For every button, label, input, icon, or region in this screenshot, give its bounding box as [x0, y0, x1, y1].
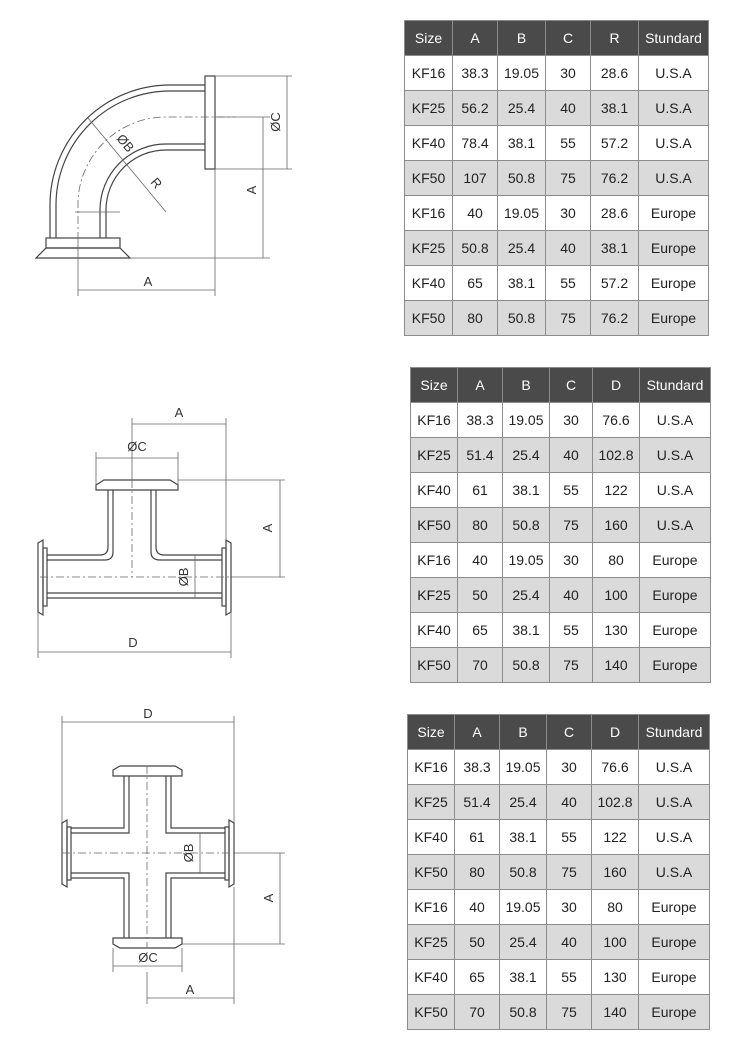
- header-size: Size: [408, 715, 455, 750]
- cell-d: 80: [592, 890, 639, 925]
- cell-a: 80: [458, 508, 503, 543]
- cell-a: 70: [455, 995, 500, 1030]
- cell-r: 38.1: [591, 231, 639, 266]
- cell-c: 30: [546, 56, 591, 91]
- header-d: D: [593, 368, 640, 403]
- cell-a: 107: [453, 161, 498, 196]
- cross-spec-table: [407, 714, 710, 1030]
- cell-r: 38.1: [591, 91, 639, 126]
- cross-top-flange: [113, 766, 182, 776]
- cell-a: 70: [458, 648, 503, 683]
- header-standard: Stundard: [639, 715, 710, 750]
- cross-left-wall: [71, 776, 124, 938]
- elbow-bottom-flange: [36, 248, 130, 258]
- cell-a: 38.3: [453, 56, 498, 91]
- cell-a: 80: [453, 301, 498, 336]
- cell-size: KF25: [408, 785, 455, 820]
- cell-a: 56.2: [453, 91, 498, 126]
- cell-c: 30: [547, 750, 592, 785]
- cell-standard: Europe: [639, 995, 710, 1030]
- cell-b: 25.4: [500, 925, 547, 960]
- cell-standard: U.S.A: [640, 508, 711, 543]
- table-row: [405, 301, 709, 336]
- cell-size: KF25: [408, 925, 455, 960]
- cell-c: 40: [546, 231, 591, 266]
- cell-a: 51.4: [458, 438, 503, 473]
- cell-standard: Europe: [639, 231, 709, 266]
- cross-right-wall: [171, 776, 225, 938]
- header-b: B: [503, 368, 550, 403]
- cell-r: 28.6: [591, 56, 639, 91]
- table-row: [411, 508, 711, 543]
- header-a: A: [458, 368, 503, 403]
- table-row: [408, 995, 710, 1030]
- tee-a-top-label: A: [174, 405, 184, 420]
- cell-d: 76.6: [593, 403, 640, 438]
- cell-standard: U.S.A: [639, 785, 710, 820]
- cell-a: 51.4: [455, 785, 500, 820]
- tee-left-wall: [47, 490, 108, 555]
- cell-d: 102.8: [592, 785, 639, 820]
- table-row: [408, 750, 710, 785]
- cell-b: 19.05: [503, 403, 550, 438]
- table-row: [408, 925, 710, 960]
- header-b: B: [498, 21, 546, 56]
- cell-a: 50: [458, 578, 503, 613]
- cell-standard: U.S.A: [639, 820, 710, 855]
- cell-c: 75: [546, 301, 591, 336]
- header-standard: Stundard: [639, 21, 709, 56]
- cell-size: KF25: [411, 438, 458, 473]
- elbow-b-label: ØB: [113, 131, 138, 156]
- cell-b: 38.1: [498, 126, 546, 161]
- header-c: C: [546, 21, 591, 56]
- cell-size: KF25: [405, 231, 453, 266]
- cell-size: KF50: [405, 161, 453, 196]
- cell-a: 40: [455, 890, 500, 925]
- elbow-c-label: ØC: [268, 112, 283, 132]
- cell-d: 160: [593, 508, 640, 543]
- table-row: [405, 56, 709, 91]
- cell-standard: Europe: [639, 301, 709, 336]
- cell-a: 40: [458, 543, 503, 578]
- cell-b: 50.8: [500, 995, 547, 1030]
- cell-c: 40: [547, 925, 592, 960]
- cell-b: 50.8: [500, 855, 547, 890]
- table-row: [411, 438, 711, 473]
- cell-c: 30: [550, 403, 593, 438]
- cell-a: 80: [455, 855, 500, 890]
- cell-c: 75: [547, 995, 592, 1030]
- cross-d-label: D: [143, 706, 153, 721]
- cell-size: KF16: [411, 543, 458, 578]
- elbow-diagram: [20, 60, 310, 310]
- cell-standard: U.S.A: [640, 438, 711, 473]
- table-header-row: [411, 368, 711, 403]
- cell-size: KF40: [408, 820, 455, 855]
- header-size: Size: [405, 21, 453, 56]
- cell-d: 102.8: [593, 438, 640, 473]
- cell-b: 50.8: [498, 161, 546, 196]
- cell-d: 80: [593, 543, 640, 578]
- tee-c-label: ØC: [127, 439, 147, 454]
- cell-c: 30: [550, 543, 593, 578]
- cross-right-flange: [229, 820, 234, 887]
- tee-d-label: D: [128, 635, 138, 650]
- header-d: D: [592, 715, 639, 750]
- cell-size: KF40: [411, 473, 458, 508]
- cell-c: 55: [546, 266, 591, 301]
- cell-b: 38.1: [498, 266, 546, 301]
- header-c: C: [547, 715, 592, 750]
- table-row: [408, 785, 710, 820]
- cell-standard: U.S.A: [640, 403, 711, 438]
- table-row: [405, 126, 709, 161]
- cross-bottom-flange: [113, 938, 182, 948]
- tee-diagram: [20, 395, 300, 665]
- cell-b: 50.8: [503, 508, 550, 543]
- cell-size: KF40: [405, 266, 453, 301]
- cell-b: 25.4: [498, 91, 546, 126]
- elbow-spec-table: [404, 20, 709, 336]
- cell-a: 40: [453, 196, 498, 231]
- cell-standard: U.S.A: [639, 56, 709, 91]
- elbow-drawing: [20, 60, 310, 310]
- cell-c: 55: [550, 473, 593, 508]
- cell-d: 122: [593, 473, 640, 508]
- cell-c: 40: [550, 578, 593, 613]
- cell-b: 25.4: [503, 578, 550, 613]
- cell-d: 140: [593, 648, 640, 683]
- cell-standard: U.S.A: [639, 126, 709, 161]
- cell-standard: Europe: [640, 578, 711, 613]
- cell-b: 19.05: [500, 750, 547, 785]
- cross-diagram: [20, 700, 300, 1010]
- cell-a: 65: [455, 960, 500, 995]
- cell-size: KF16: [405, 196, 453, 231]
- table-row: [405, 231, 709, 266]
- cell-size: KF16: [411, 403, 458, 438]
- cell-r: 76.2: [591, 301, 639, 336]
- cell-d: 76.6: [592, 750, 639, 785]
- elbow-r-label: R: [147, 174, 166, 192]
- cell-b: 25.4: [498, 231, 546, 266]
- cell-d: 122: [592, 820, 639, 855]
- cell-size: KF16: [405, 56, 453, 91]
- cell-a: 78.4: [453, 126, 498, 161]
- table-row: [411, 578, 711, 613]
- cell-d: 130: [592, 960, 639, 995]
- cell-size: KF50: [411, 648, 458, 683]
- cell-size: KF16: [408, 750, 455, 785]
- cell-c: 55: [550, 613, 593, 648]
- cell-standard: Europe: [639, 196, 709, 231]
- cell-c: 55: [546, 126, 591, 161]
- header-size: Size: [411, 368, 458, 403]
- table-header-row: [408, 715, 710, 750]
- cell-a: 38.3: [458, 403, 503, 438]
- cell-b: 38.1: [500, 820, 547, 855]
- tee-a-side-label: A: [260, 523, 275, 533]
- cell-size: KF50: [405, 301, 453, 336]
- cell-b: 19.05: [500, 890, 547, 925]
- header-c: C: [550, 368, 593, 403]
- cell-size: KF40: [408, 960, 455, 995]
- cell-standard: Europe: [640, 648, 711, 683]
- cell-d: 100: [593, 578, 640, 613]
- header-standard: Stundard: [640, 368, 711, 403]
- cell-b: 50.8: [503, 648, 550, 683]
- cell-r: 57.2: [591, 266, 639, 301]
- cell-standard: Europe: [639, 960, 710, 995]
- header-b: B: [500, 715, 547, 750]
- cell-d: 140: [592, 995, 639, 1030]
- cell-b: 38.1: [503, 473, 550, 508]
- cell-c: 30: [546, 196, 591, 231]
- cell-c: 40: [546, 91, 591, 126]
- table-row: [408, 960, 710, 995]
- cell-a: 50: [455, 925, 500, 960]
- cell-c: 75: [550, 508, 593, 543]
- cell-b: 19.05: [498, 56, 546, 91]
- cell-standard: U.S.A: [639, 161, 709, 196]
- cell-standard: Europe: [639, 890, 710, 925]
- cross-b-label: ØB: [181, 843, 196, 863]
- table-row: [408, 855, 710, 890]
- cell-standard: U.S.A: [639, 750, 710, 785]
- table-row: [411, 613, 711, 648]
- cell-b: 38.1: [503, 613, 550, 648]
- cell-a: 38.3: [455, 750, 500, 785]
- cell-c: 40: [547, 785, 592, 820]
- cell-a: 61: [458, 473, 503, 508]
- cell-b: 19.05: [498, 196, 546, 231]
- cell-c: 75: [547, 855, 592, 890]
- tee-b-label: ØB: [176, 567, 191, 587]
- cell-r: 57.2: [591, 126, 639, 161]
- table-row: [405, 196, 709, 231]
- cell-size: KF25: [405, 91, 453, 126]
- elbow-bottom-flange-collar: [46, 238, 120, 248]
- cell-c: 55: [547, 820, 592, 855]
- table-row: [405, 91, 709, 126]
- tee-right-flange: [226, 540, 231, 615]
- tee-top-flange: [96, 480, 178, 490]
- cell-size: KF40: [405, 126, 453, 161]
- cell-b: 25.4: [503, 438, 550, 473]
- tee-left-flange: [38, 540, 43, 615]
- table-row: [408, 890, 710, 925]
- cross-left-flange: [62, 820, 67, 887]
- header-r: R: [591, 21, 639, 56]
- cell-standard: U.S.A: [639, 855, 710, 890]
- table-row: [408, 820, 710, 855]
- table-row: [405, 266, 709, 301]
- elbow-top-flange: [205, 76, 215, 169]
- tee-drawing: [20, 395, 300, 665]
- cell-standard: Europe: [640, 613, 711, 648]
- cell-c: 75: [546, 161, 591, 196]
- table-row: [411, 648, 711, 683]
- elbow-outer-wall: [50, 85, 205, 238]
- cell-a: 65: [458, 613, 503, 648]
- cell-standard: Europe: [639, 925, 710, 960]
- header-a: A: [455, 715, 500, 750]
- cell-standard: U.S.A: [639, 91, 709, 126]
- cross-a-side-label: A: [261, 893, 276, 903]
- cell-standard: Europe: [640, 543, 711, 578]
- cell-c: 75: [550, 648, 593, 683]
- table-row: [411, 403, 711, 438]
- cell-b: 38.1: [500, 960, 547, 995]
- cell-d: 100: [592, 925, 639, 960]
- cell-size: KF40: [411, 613, 458, 648]
- elbow-inner-wall: [106, 150, 205, 238]
- cell-size: KF50: [408, 995, 455, 1030]
- cell-d: 160: [592, 855, 639, 890]
- cell-a: 61: [455, 820, 500, 855]
- cell-a: 65: [453, 266, 498, 301]
- cell-r: 76.2: [591, 161, 639, 196]
- elbow-a-horizontal-label: A: [143, 274, 153, 289]
- cell-b: 50.8: [498, 301, 546, 336]
- cell-d: 130: [593, 613, 640, 648]
- cell-standard: U.S.A: [640, 473, 711, 508]
- table-row: [405, 161, 709, 196]
- cross-drawing: [20, 700, 300, 1010]
- cell-b: 25.4: [500, 785, 547, 820]
- cell-c: 40: [550, 438, 593, 473]
- header-a: A: [453, 21, 498, 56]
- cell-size: KF50: [408, 855, 455, 890]
- cell-size: KF16: [408, 890, 455, 925]
- table-header-row: [405, 21, 709, 56]
- cross-c-label: ØC: [138, 950, 158, 965]
- cell-c: 55: [547, 960, 592, 995]
- table-row: [411, 473, 711, 508]
- elbow-a-vertical-label: A: [244, 185, 259, 195]
- cell-b: 19.05: [503, 543, 550, 578]
- cell-c: 30: [547, 890, 592, 925]
- cell-a: 50.8: [453, 231, 498, 266]
- tee-spec-table: [410, 367, 711, 683]
- cross-a-bottom-label: A: [185, 982, 195, 997]
- cell-r: 28.6: [591, 196, 639, 231]
- cell-standard: Europe: [639, 266, 709, 301]
- table-row: [411, 543, 711, 578]
- cell-size: KF25: [411, 578, 458, 613]
- cell-size: KF50: [411, 508, 458, 543]
- tee-right-wall: [156, 490, 222, 555]
